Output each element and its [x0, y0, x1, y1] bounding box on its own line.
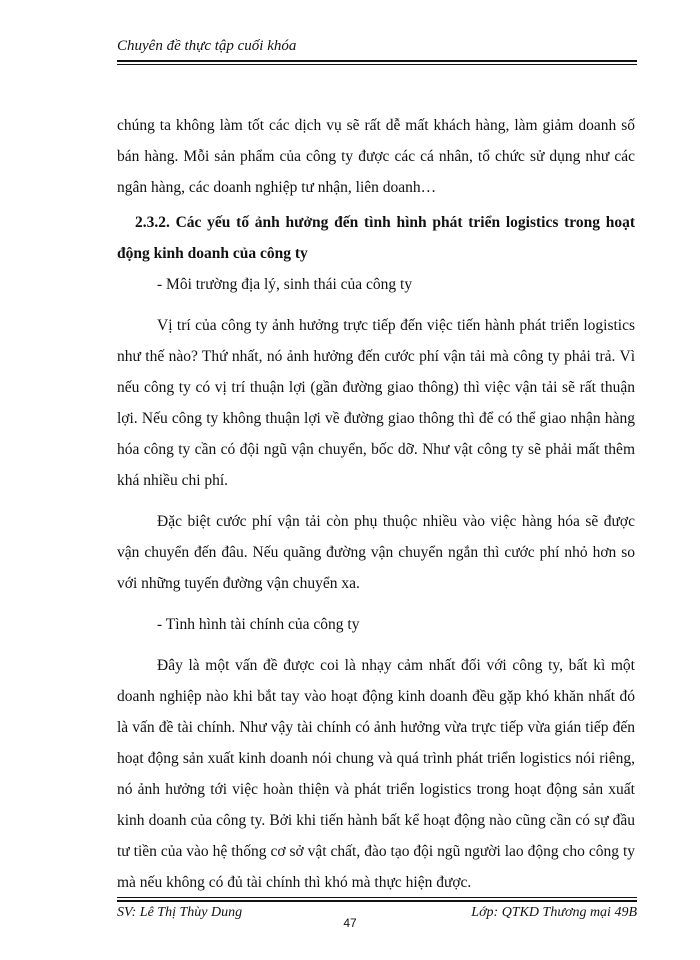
running-header: Chuyên đề thực tập cuối khóa [117, 38, 297, 54]
bullet-geography: - Môi trường địa lý, sinh thái của công ty [157, 276, 413, 293]
header-rule [117, 60, 637, 65]
footer-rule [117, 897, 637, 902]
paragraph-location: Vị trí của công ty ảnh hưởng trực tiếp đến việc tiến hành phát triển logistics như thế nào? Thứ nhất, nó ảnh hưởng đến cước phí vận tải mà công ty phải trả. Vì nếu công ty có vị trí thuận lợi (gần đường giao thông) thì việc vận tải sẽ rất thuận lợi. Nếu công ty không thuận lợi về đường giao thông thì để có thể giao nhận hàng hóa công ty cần có đội ngũ vận chuyển, bốc dỡ. Như vật công ty sẽ phải mất thêm khá nhiều chi phí. [117, 317, 635, 489]
page-number: 47 [343, 916, 357, 930]
page-content [117, 110, 635, 898]
bullet-finance: - Tình hình tài chính của công ty [157, 616, 360, 633]
paragraph-continuation: chúng ta không làm tốt các dịch vụ sẽ rất dễ mất khách hàng, làm giảm doanh số bán hàng. Mỗi sản phẩm của công ty được các cá nhân, tổ chức sử dụng như các ngân hàng, các doanh nghiệp tư nhận, liên doanh… [117, 117, 635, 196]
section-heading: 2.3.2. Các yếu tố ảnh hưởng đến tình hình phát triển logistics trong hoạt động kinh doanh của công ty [117, 214, 635, 262]
paragraph-finance: Đây là một vấn đề được coi là nhạy cảm nhất đối với công ty, bất kì một doanh nghiệp nào khi bắt tay vào hoạt động kinh doanh đều gặp khó khăn nhất đó là vấn đề tài chính. Như vậy tài chính có ảnh hưởng vừa trực tiếp vừa gián tiếp đến hoạt động sản xuất kinh doanh nói chung và quá trình phát triển logistics nói riêng, nó ảnh hưởng tới việc hoàn thiện và phát triển logistics trong hoạt động sản xuất kinh doanh của công ty. Bởi khi tiến hành bất kể hoạt động nào cũng cần có sự đầu tư tiền của vào hệ thống cơ sở vật chất, đào tạo đội ngũ người lao động cho công ty mà nếu không có đủ tài chính thì khó mà thực hiện được. [117, 657, 635, 891]
paragraph-freight: Đặc biệt cước phí vận tải còn phụ thuộc nhiều vào việc hàng hóa sẽ được vận chuyển đến đâu. Nếu quãng đường vận chuyển ngắn thì cước phí nhỏ hơn so với những tuyến đường vận chuyển xa. [117, 513, 635, 592]
footer-class: Lớp: QTKD Thương mại 49B [471, 905, 637, 920]
footer-student: SV: Lê Thị Thùy Dung [117, 905, 243, 920]
